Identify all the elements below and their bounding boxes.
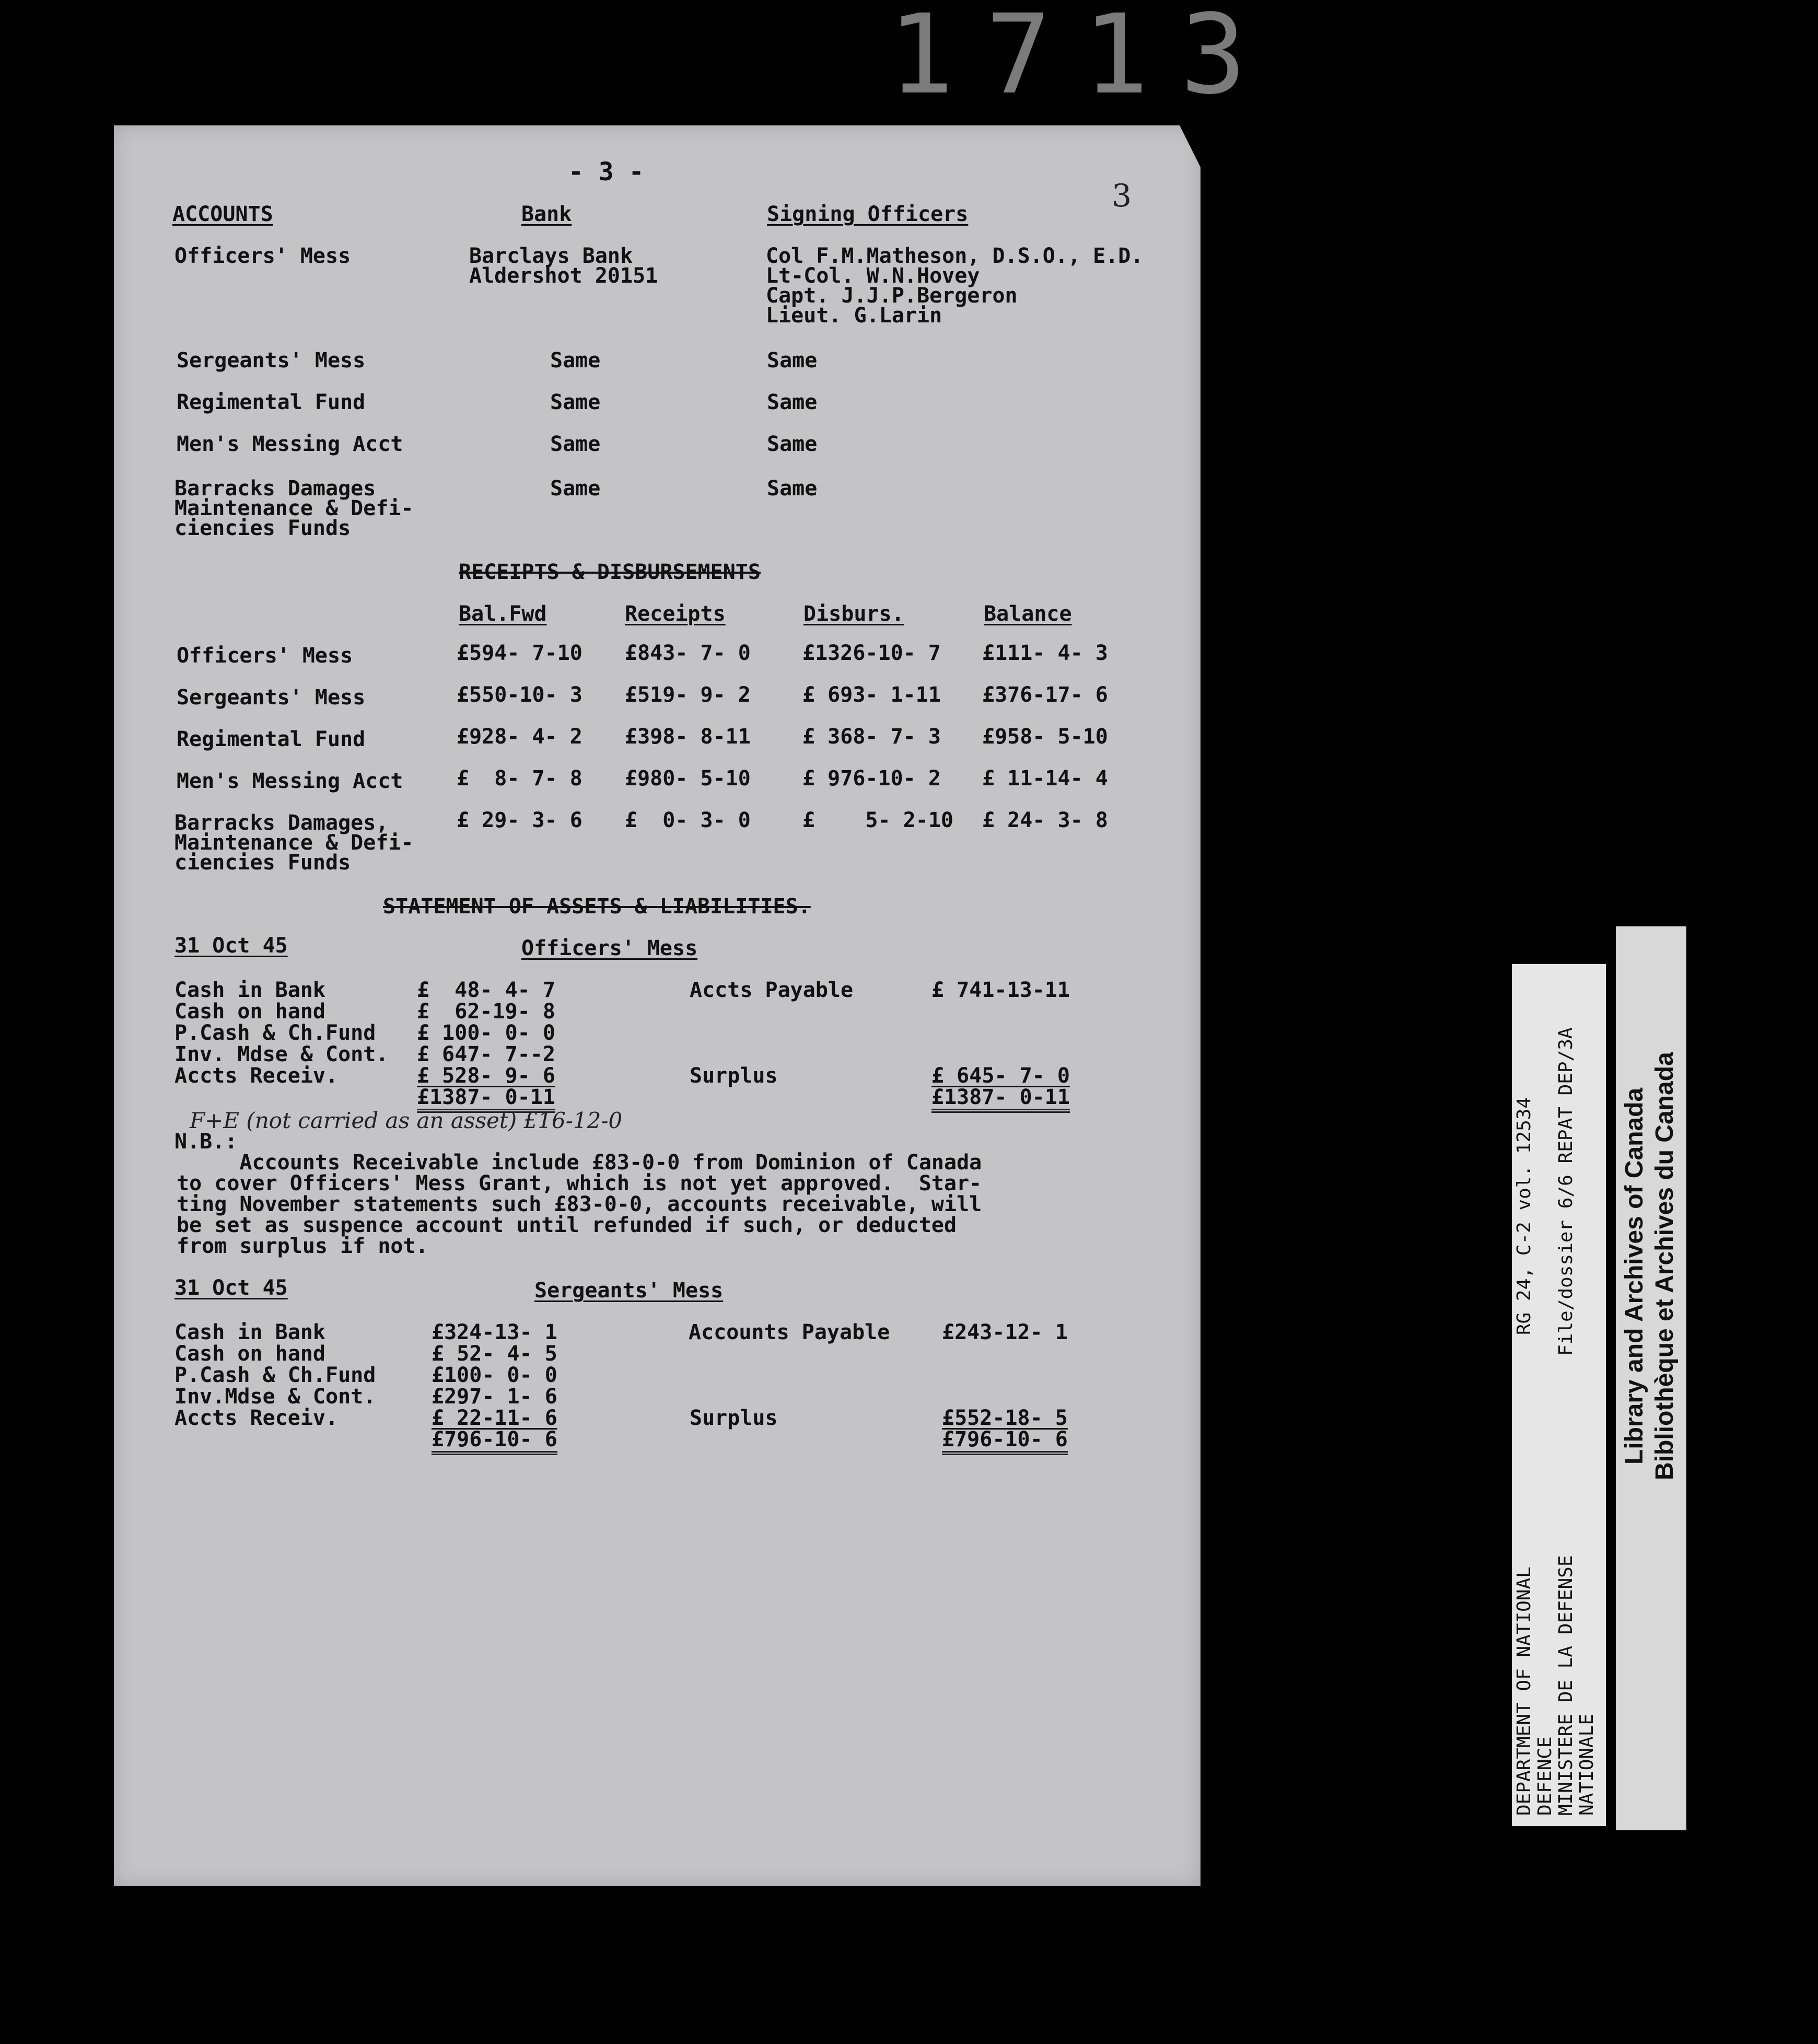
row-label: Men's Messing Acct	[177, 769, 403, 793]
nb-paragraph: Accounts Receivable include £83-0-0 from Dominion of Canada to cover Officers' Mess Grant, which is not yet approved. Star- ting November statements such £83-0-0, accounts receivable, will be set as suspence account until refunded if such, or deducted from surplus if not.	[177, 1151, 982, 1258]
cell: £550-10- 3	[457, 683, 582, 707]
cell: £ 5- 2-10	[802, 808, 953, 832]
account-name: Maintenance & Defi-	[174, 496, 414, 520]
asset-value: £ 100- 0- 0	[417, 1021, 555, 1045]
account-bank: Same	[550, 477, 601, 501]
liability-value: £ 645- 7- 0	[931, 1064, 1070, 1088]
liability-value: £ 741-13-11	[931, 978, 1070, 1002]
corner-page-number: 3	[1112, 178, 1132, 214]
col-header: Bal.Fwd	[459, 602, 547, 626]
bank-line-1: Barclays Bank	[469, 244, 633, 268]
row-label: Sergeants' Mess	[177, 686, 366, 710]
row-label: Maintenance & Defi-	[174, 831, 414, 855]
account-bank: Same	[550, 390, 601, 414]
liability-label: Accts Payable	[690, 978, 854, 1002]
reference-file: File/dossier 6/6 REPAT DEP/3A	[1555, 1027, 1577, 1356]
officers-mess-label: Officers' Mess	[174, 244, 351, 268]
asset-label: Cash in Bank	[174, 978, 325, 1002]
signer: Lt-Col. W.N.Hovey	[766, 264, 980, 288]
cell: £398- 8-11	[625, 725, 751, 749]
liability-value: £552-18- 5	[942, 1406, 1068, 1430]
row-label: Officers' Mess	[177, 644, 353, 668]
col-header: Balance	[984, 602, 1072, 626]
cell: £ 29- 3- 6	[457, 808, 582, 832]
statement-heading: Sergeants' Mess	[534, 1279, 724, 1303]
page-fold-corner	[1180, 125, 1201, 167]
cell: £958- 5-10	[982, 725, 1108, 749]
asset-value: £ 647- 7--2	[417, 1042, 555, 1066]
asset-value: £297- 1- 6	[432, 1385, 557, 1409]
account-officers: Same	[767, 349, 818, 373]
asset-value: £ 22-11- 6	[432, 1406, 557, 1430]
liability-label: Surplus	[690, 1064, 778, 1088]
department-line: DEFENCE	[1534, 1736, 1556, 1816]
page-number: - 3 -	[568, 157, 644, 187]
asset-label: Cash on hand	[174, 1000, 325, 1024]
statement-date: 31 Oct 45	[174, 1276, 288, 1300]
account-name: Men's Messing Acct	[177, 432, 403, 456]
asset-value: £324-13- 1	[432, 1320, 557, 1344]
asset-value: £ 48- 4- 7	[417, 978, 555, 1002]
asset-label: Cash on hand	[174, 1342, 325, 1366]
cell: £ 693- 1-11	[802, 683, 941, 707]
asset-label: Inv. Mdse & Cont.	[174, 1042, 389, 1066]
asset-label: Accts Receiv.	[174, 1064, 339, 1088]
liability-total: £1387- 0-11	[931, 1087, 1070, 1113]
row-label: ciencies Funds	[174, 851, 351, 875]
account-bank: Same	[550, 349, 601, 373]
cell: £519- 9- 2	[625, 683, 751, 707]
account-name: ciencies Funds	[174, 516, 351, 540]
department-line: NATIONALE	[1576, 1713, 1598, 1816]
archive-reference-label	[1512, 964, 1606, 1826]
account-name: Sergeants' Mess	[177, 349, 366, 373]
department-line: MINISTERE DE LA DEFENSE	[1555, 1555, 1577, 1816]
account-officers: Same	[767, 390, 818, 414]
statement-date: 31 Oct 45	[174, 934, 288, 958]
row-label: Barracks Damages,	[174, 811, 389, 835]
asset-total: £1387- 0-11	[417, 1087, 555, 1113]
cell: £111- 4- 3	[982, 641, 1108, 665]
liability-total: £796-10- 6	[942, 1429, 1068, 1455]
col-header: Receipts	[625, 602, 726, 626]
row-label: Regimental Fund	[177, 727, 366, 751]
asset-value: £ 528- 9- 6	[417, 1064, 555, 1088]
asset-label: Accts Receiv.	[174, 1406, 339, 1430]
cell: £ 0- 3- 0	[625, 808, 751, 832]
asset-value: £ 62-19- 8	[417, 1000, 555, 1024]
nb-label: N.B.:	[174, 1130, 238, 1154]
lac-french: Bibliothèque et Archives du Canada	[1651, 1052, 1679, 1480]
cell: £ 24- 3- 8	[982, 808, 1108, 832]
statement-title: STATEMENT OF ASSETS & LIABILITIES.	[383, 895, 811, 919]
account-name: Barracks Damages	[174, 477, 376, 501]
asset-label: Inv.Mdse & Cont.	[174, 1385, 376, 1409]
cell: £980- 5-10	[625, 766, 751, 791]
cell: £ 976-10- 2	[802, 766, 941, 791]
signer: Col F.M.Matheson, D.S.O., E.D.	[766, 244, 1144, 268]
cell: £1326-10- 7	[802, 641, 941, 665]
frame-number: 1713	[888, 0, 1278, 119]
cell: £ 8- 7- 8	[457, 766, 582, 791]
cell: £928- 4- 2	[457, 725, 582, 749]
asset-value: £ 52- 4- 5	[432, 1342, 557, 1366]
asset-label: P.Cash & Ch.Fund	[174, 1021, 376, 1045]
asset-label: Cash in Bank	[174, 1320, 325, 1344]
signing-officers-header: Signing Officers	[767, 202, 969, 226]
account-officers: Same	[767, 477, 818, 501]
lac-label	[1616, 926, 1686, 1830]
handwritten-note: F+E (not carried as an asset) £16-12-0	[190, 1108, 623, 1133]
asset-value: £100- 0- 0	[432, 1363, 557, 1387]
cell: £376-17- 6	[982, 683, 1108, 707]
lac-english: Library and Archives of Canada	[1621, 1087, 1648, 1465]
cell: £594- 7-10	[457, 641, 582, 665]
document-page	[114, 125, 1201, 1886]
cell: £843- 7- 0	[625, 641, 751, 665]
statement-heading: Officers' Mess	[521, 936, 698, 960]
asset-total: £796-10- 6	[432, 1429, 557, 1455]
account-name: Regimental Fund	[177, 390, 366, 414]
bank-line-2: Aldershot 20151	[469, 264, 658, 288]
liability-label: Accounts Payable	[689, 1320, 890, 1344]
cell: £ 368- 7- 3	[802, 725, 941, 749]
cell: £ 11-14- 4	[982, 766, 1108, 791]
signer: Lieut. G.Larin	[766, 304, 942, 328]
account-officers: Same	[767, 432, 818, 456]
bank-header: Bank	[521, 202, 572, 226]
accounts-header: ACCOUNTS	[172, 202, 273, 226]
col-header: Disburs.	[803, 602, 904, 626]
liability-value: £243-12- 1	[942, 1320, 1068, 1344]
department-line: DEPARTMENT OF NATIONAL	[1513, 1566, 1535, 1816]
account-bank: Same	[550, 432, 601, 456]
signer: Capt. J.J.P.Bergeron	[766, 284, 1018, 308]
asset-label: P.Cash & Ch.Fund	[174, 1363, 376, 1387]
receipts-title: RECEIPTS & DISBURSEMENTS	[459, 560, 761, 584]
liability-label: Surplus	[690, 1406, 778, 1430]
reference-group: RG 24, C-2 vol. 12534	[1513, 1097, 1535, 1335]
